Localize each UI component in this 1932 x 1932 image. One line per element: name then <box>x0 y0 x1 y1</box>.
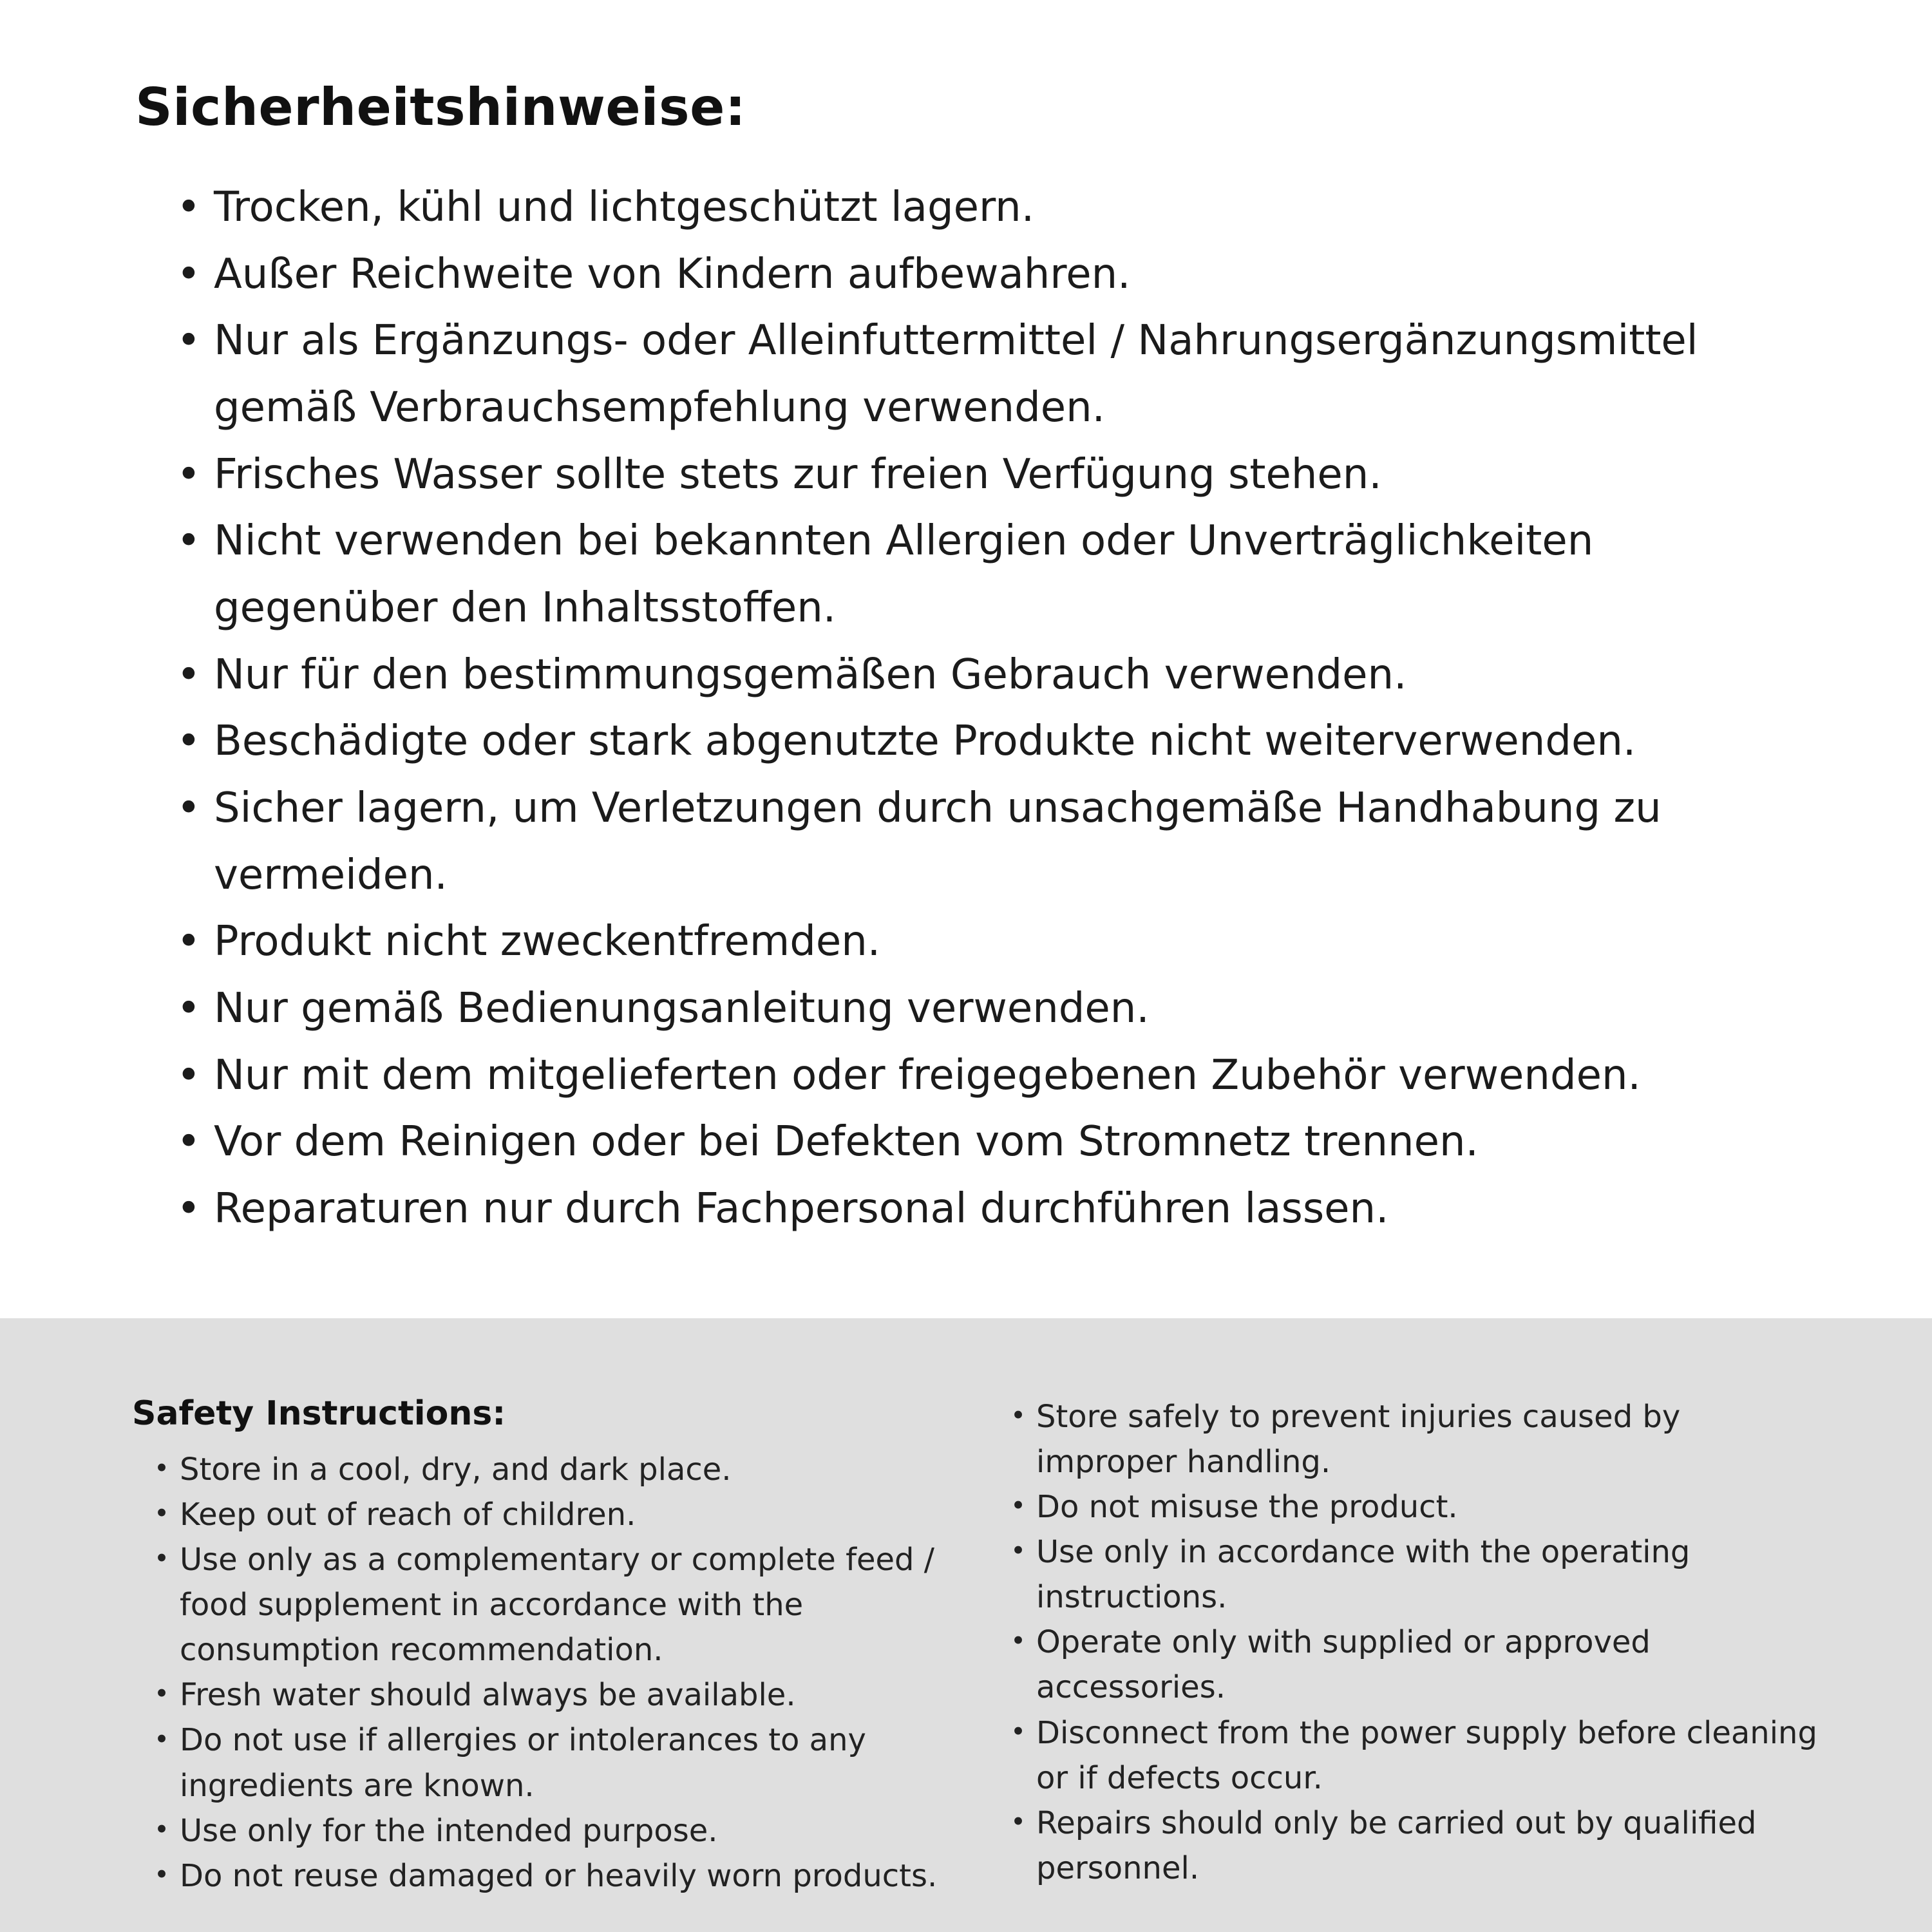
list-item: • Nicht verwenden bei bekannten Allergien oder Unverträglichkeiten gegenüber den Inhaltsstoffen. <box>173 508 1765 641</box>
list-item: • Fresh water should always be available. <box>151 1672 947 1718</box>
list-item: • Use only for the intended purpose. <box>151 1808 947 1853</box>
list-item: • Reparaturen nur durch Fachpersonal durchführen lassen. <box>173 1176 1765 1243</box>
list-item: • Operate only with supplied or approved accessories. <box>1008 1620 1823 1710</box>
list-item: • Store safely to prevent injuries caused by improper handling. <box>1008 1394 1823 1484</box>
list-item: • Do not use if allergies or intolerances to any ingredients are known. <box>151 1718 947 1808</box>
list-item: • Außer Reichweite von Kindern aufbewahren. <box>173 242 1765 308</box>
list-item: • Repairs should only be carried out by qualified personnel. <box>1008 1801 1823 1891</box>
german-heading: Sicherheitshinweise: <box>135 77 746 137</box>
list-item: • Nur mit dem mitgelieferten oder freigegebenen Zubehör verwenden. <box>173 1043 1765 1110</box>
list-item: • Store in a cool, dry, and dark place. <box>151 1447 947 1492</box>
list-item: • Do not misuse the product. <box>1008 1484 1823 1530</box>
english-right-column <box>1008 1394 1823 1932</box>
english-safety-list-right <box>1008 1394 1823 1891</box>
english-left-column <box>132 1394 947 1932</box>
english-safety-list-left <box>132 1447 947 1899</box>
english-heading: Safety Instructions: <box>132 1394 506 1433</box>
list-item: • Nur für den bestimmungsgemäßen Gebrauch verwenden. <box>173 642 1765 709</box>
list-item: • Beschädigte oder stark abgenutzte Produkte nicht weiterverwenden. <box>173 708 1765 775</box>
list-item: • Frisches Wasser sollte stets zur freien Verfügung stehen. <box>173 442 1765 509</box>
list-item: • Trocken, kühl und lichtgeschützt lagern. <box>173 175 1765 242</box>
list-item: • Keep out of reach of children. <box>151 1492 947 1537</box>
list-item: • Disconnect from the power supply before cleaning or if defects occur. <box>1008 1710 1823 1801</box>
list-item: • Produkt nicht zweckentfremden. <box>173 909 1765 976</box>
list-item: • Nur gemäß Bedienungsanleitung verwenden. <box>173 976 1765 1043</box>
english-section <box>0 1318 1932 1932</box>
list-item: • Use only as a complementary or complete feed / food supplement in accordance with the consumption recommendation. <box>151 1537 947 1672</box>
list-item: • Do not reuse damaged or heavily worn products. <box>151 1853 947 1899</box>
german-safety-list <box>135 175 1765 1243</box>
list-item: • Sicher lagern, um Verletzungen durch unsachgemäße Handhabung zu vermeiden. <box>173 775 1765 909</box>
list-item: • Use only in accordance with the operating instructions. <box>1008 1530 1823 1620</box>
list-item: • Nur als Ergänzungs- oder Alleinfuttermittel / Nahrungsergänzungsmittel gemäß Verbrauchsempfehlung verwenden. <box>173 308 1765 441</box>
list-item: • Vor dem Reinigen oder bei Defekten vom Stromnetz trennen. <box>173 1109 1765 1176</box>
